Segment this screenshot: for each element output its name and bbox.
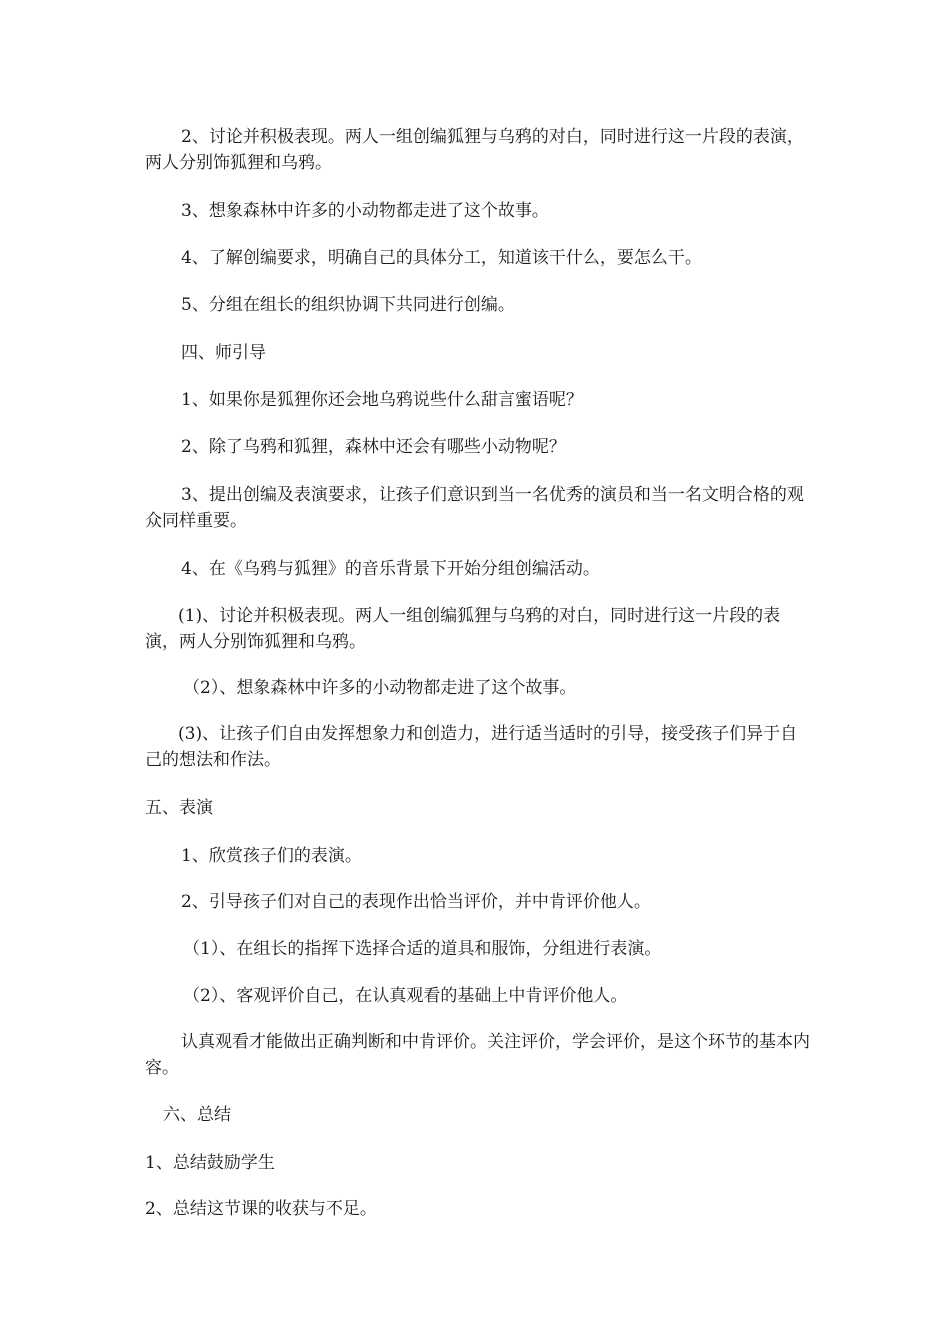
paragraph-perf-sub-2: （2）、客观评价自己，在认真观看的基础上中肯评价他人。 <box>183 986 628 1006</box>
paragraph-perf-2: 2、引导孩子们对自己的表现作出恰当评价，并中肯评价他人。 <box>181 892 651 912</box>
paragraph-guide-4: 4、在《乌鸦与狐狸》的音乐背景下开始分组创编活动。 <box>181 559 600 579</box>
section-heading-teacher-guide: 四、师引导 <box>181 343 266 363</box>
paragraph-group-create: 5、分组在组长的组织协调下共同进行创编。 <box>181 295 515 315</box>
paragraph-requirements: 4、了解创编要求，明确自己的具体分工，知道该干什么，要怎么干。 <box>181 248 702 268</box>
paragraph-perf-1: 1、欣赏孩子们的表演。 <box>181 846 362 866</box>
paragraph-imagine-forest: 3、想象森林中许多的小动物都走进了这个故事。 <box>181 201 549 221</box>
paragraph-perf-sub-1: （1）、在组长的指挥下选择合适的道具和服饰，分组进行表演。 <box>183 939 662 959</box>
paragraph-guide-2: 2、除了乌鸦和狐狸，森林中还会有哪些小动物呢？ <box>181 437 566 457</box>
paragraph-guide-1: 1、如果你是狐狸你还会地乌鸦说些什么甜言蜜语呢？ <box>181 390 583 410</box>
paragraph-guide-3: 3、提出创编及表演要求，让孩子们意识到当一名优秀的演员和当一名文明合格的观众同样重要。 <box>145 485 804 531</box>
section-heading-performance: 五、表演 <box>145 798 213 818</box>
paragraph-evaluation: 认真观看才能做出正确判断和中肯评价。关注评价，学会评价，是这个环节的基本内容。 <box>145 1032 810 1078</box>
section-heading-summary: 六、总结 <box>163 1105 231 1125</box>
paragraph-sub-1: (1)、讨论并积极表现。两人一组创编狐狸与乌鸦的对白，同时进行这一片段的表演，两人分别饰狐狸和乌鸦。 <box>145 606 781 652</box>
paragraph-sub-3: (3)、让孩子们自由发挥想象力和创造力，进行适当适时的引导，接受孩子们异于自己的想法和作法。 <box>145 724 798 770</box>
paragraph-summary-1: 1、总结鼓励学生 <box>145 1153 275 1173</box>
paragraph-sub-2: （2）、想象森林中许多的小动物都走进了这个故事。 <box>183 678 577 698</box>
paragraph-summary-2: 2、总结这节课的收获与不足。 <box>145 1199 377 1219</box>
paragraph-discussion: 2、讨论并积极表现。两人一组创编狐狸与乌鸦的对白，同时进行这一片段的表演，两人分别饰狐狸和乌鸦。 <box>145 127 804 173</box>
